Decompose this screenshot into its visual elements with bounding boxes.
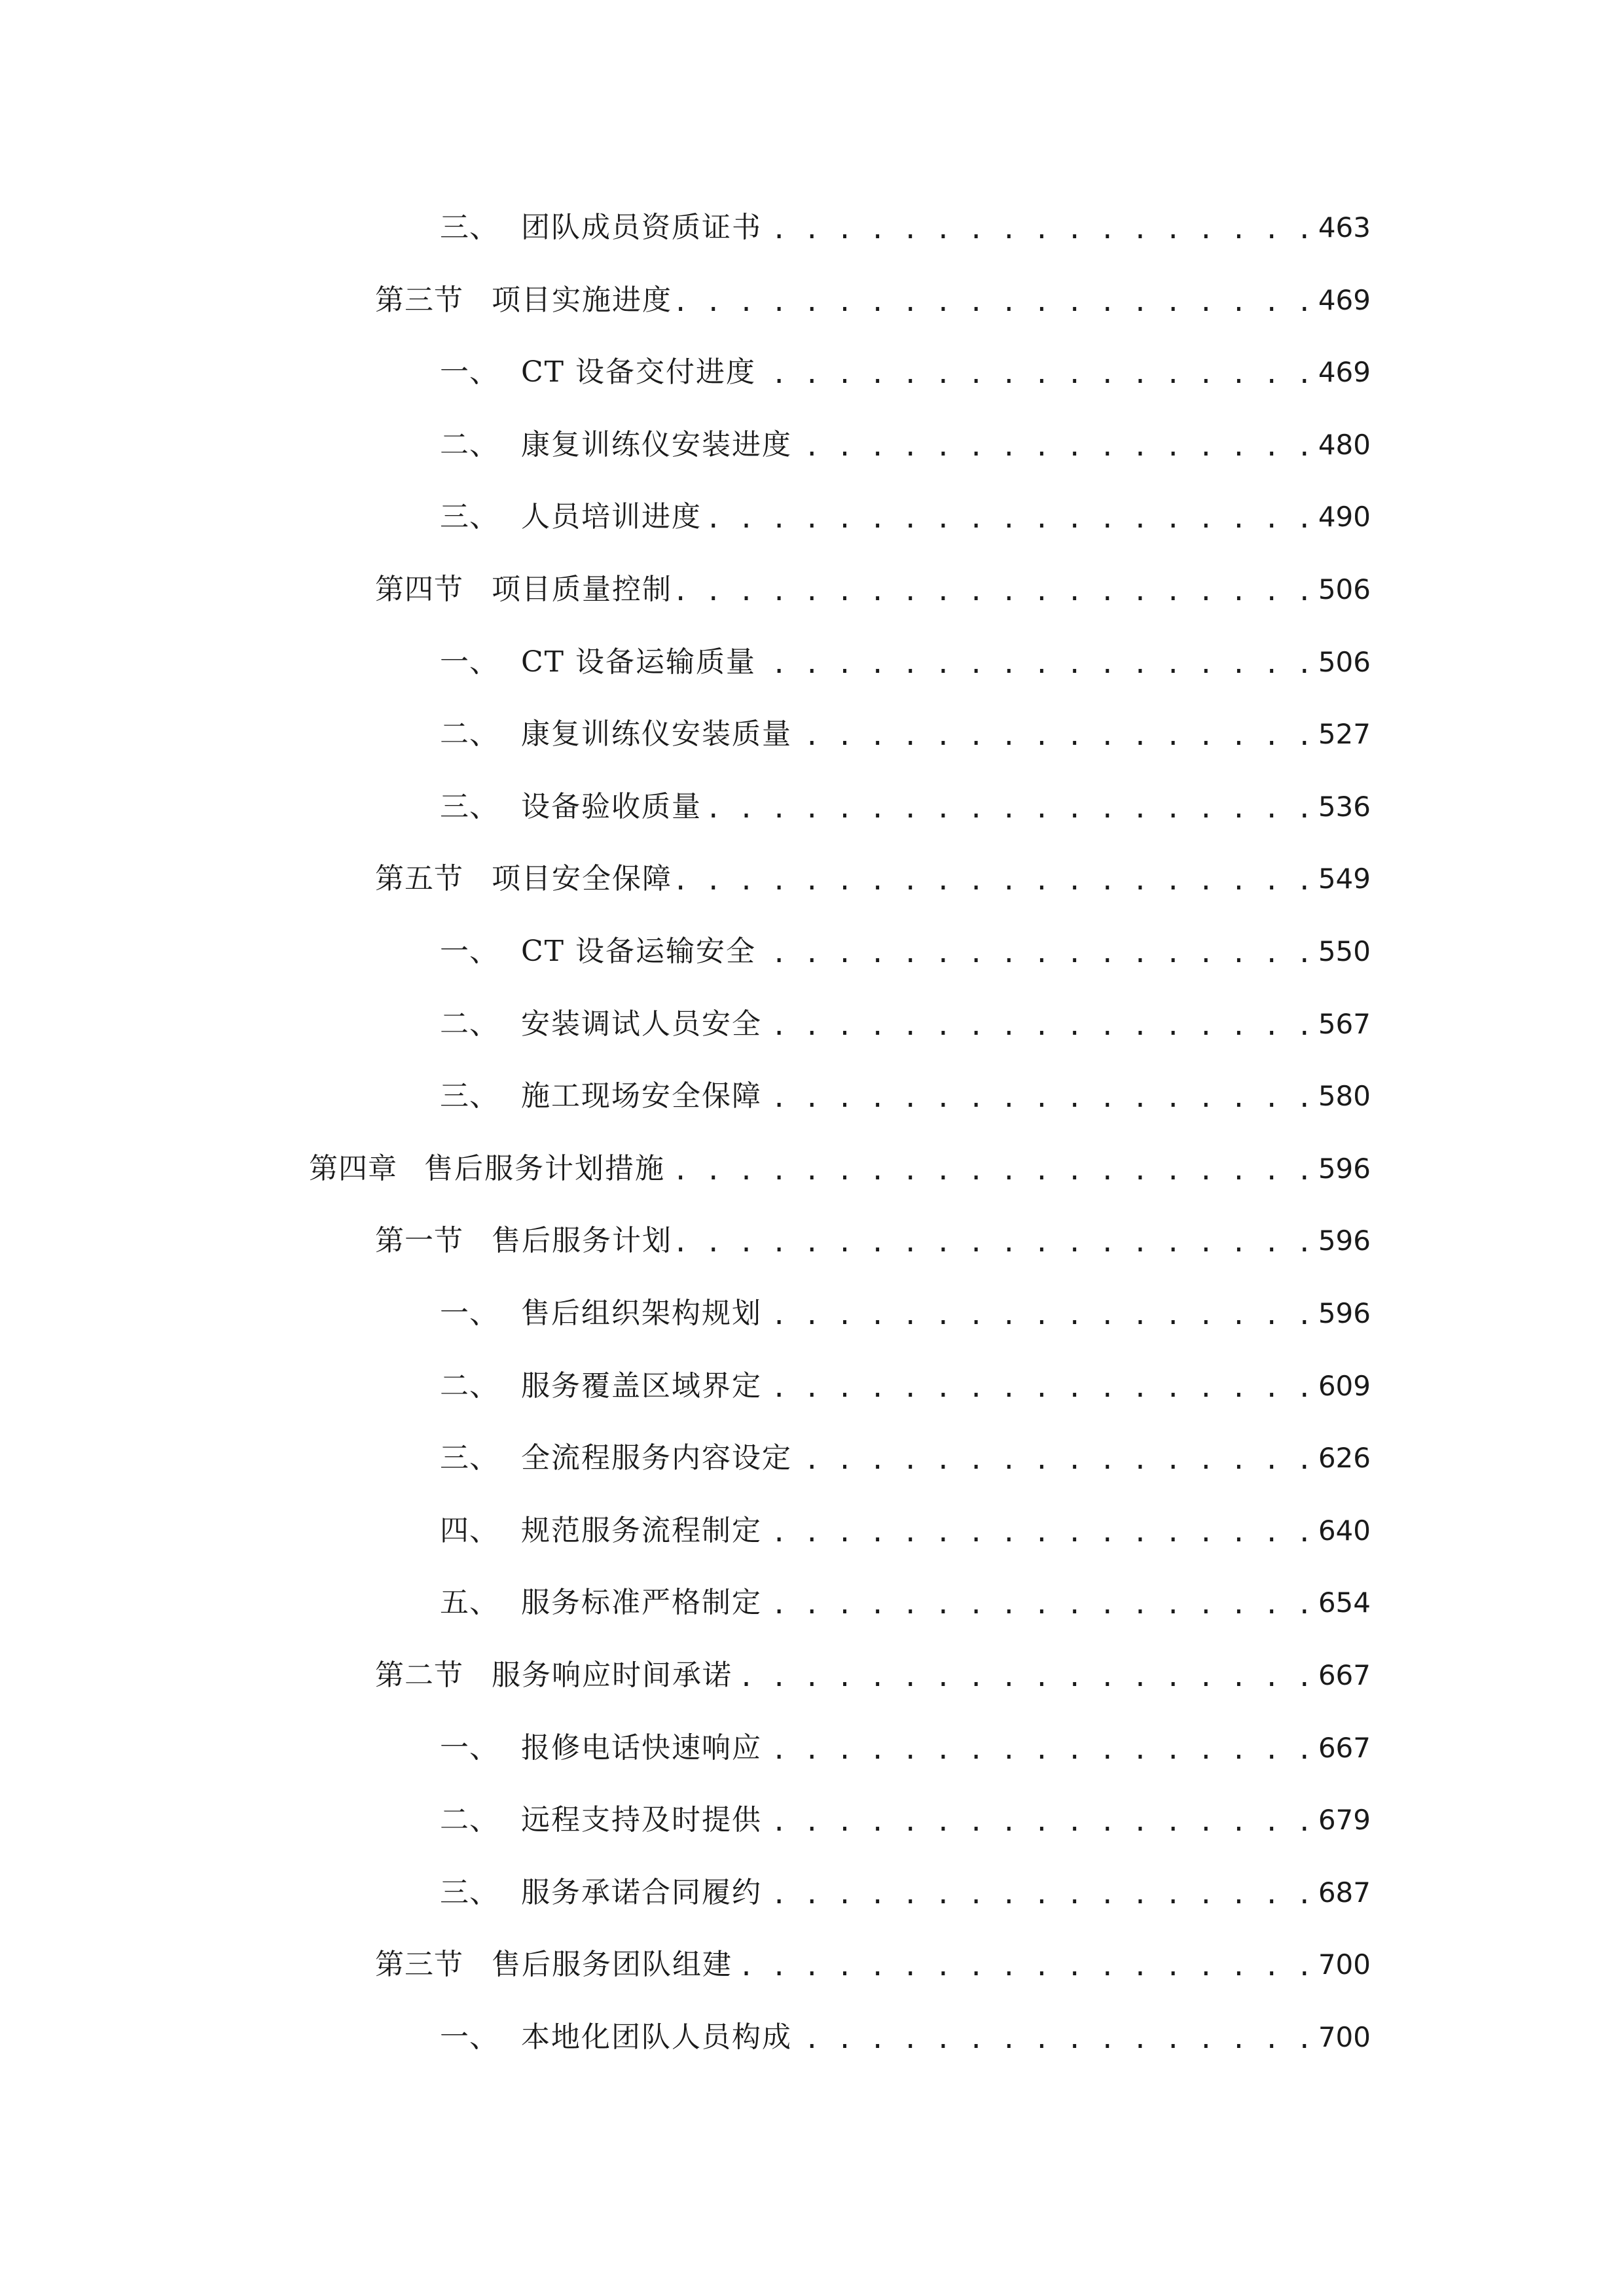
toc-dot-leader xyxy=(799,2011,1313,2064)
toc-dot-leader xyxy=(679,274,1313,327)
toc-entry[interactable] xyxy=(440,419,1371,471)
toc-dot-leader xyxy=(768,1577,1313,1629)
toc-entry-number: 五、 xyxy=(440,1586,499,1619)
toc-entry-number: 二、 xyxy=(440,1803,499,1837)
toc-entry-number: 一、 xyxy=(440,1731,499,1765)
toc-dot-leader xyxy=(679,1215,1313,1267)
toc-entry-number: 第三节 xyxy=(375,283,463,317)
toc-dot-leader xyxy=(763,925,1313,978)
toc-page-number: 580 xyxy=(1318,1080,1371,1112)
toc-page-number: 596 xyxy=(1318,1153,1371,1185)
toc-entry-title: 报修电话快速响应 xyxy=(521,1731,762,1765)
toc-entry-number: 一、 xyxy=(440,355,499,389)
toc-entry-number: 三、 xyxy=(440,790,499,823)
toc-dot-leader xyxy=(768,1287,1313,1340)
toc-entry[interactable] xyxy=(375,1215,1371,1267)
toc-page-number: 596 xyxy=(1318,1297,1371,1329)
toc-entry-number: 二、 xyxy=(440,1369,499,1403)
toc-entry[interactable] xyxy=(440,708,1371,761)
toc-entry-title: 售后服务计划 xyxy=(492,1224,672,1257)
toc-entry-title: 售后服务团队组建 xyxy=(492,1948,732,1981)
toc-entry[interactable] xyxy=(375,1649,1371,1702)
toc-entry-number: 三、 xyxy=(440,500,499,533)
toc-entry-number: 二、 xyxy=(440,1007,499,1041)
toc-page-number: 700 xyxy=(1318,2021,1371,2053)
toc-entry-number: 一、 xyxy=(440,935,499,968)
toc-entry-title: 施工现场安全保障 xyxy=(521,1079,762,1113)
toc-page-number: 463 xyxy=(1318,211,1371,243)
toc-entry-title: 服务响应时间承诺 xyxy=(492,1659,732,1692)
toc-entry-number: 二、 xyxy=(440,717,499,751)
toc-entry-title: 团队成员资质证书 xyxy=(521,211,762,244)
toc-entry-title: CT 设备交付进度 xyxy=(521,355,756,389)
toc-page-number: 567 xyxy=(1318,1008,1371,1040)
toc-dot-leader xyxy=(799,1432,1313,1484)
toc-dot-leader xyxy=(799,419,1313,471)
toc-page-number: 536 xyxy=(1318,791,1371,823)
toc-entry-title: 服务承诺合同履约 xyxy=(521,1876,762,1909)
toc-entry-number: 三、 xyxy=(440,1441,499,1475)
toc-entry-title: 服务覆盖区域界定 xyxy=(521,1369,762,1403)
toc-entry[interactable] xyxy=(440,202,1371,254)
toc-dot-leader xyxy=(768,1722,1313,1774)
toc-entry[interactable] xyxy=(375,564,1371,616)
toc-dot-leader xyxy=(768,998,1313,1050)
toc-entry-title: 售后服务计划措施 xyxy=(424,1152,665,1185)
toc-entry-title: 项目质量控制 xyxy=(492,573,672,606)
toc-entry[interactable] xyxy=(440,1577,1371,1629)
toc-entry[interactable] xyxy=(440,925,1371,978)
toc-page-number: 640 xyxy=(1318,1515,1371,1547)
toc-dot-leader xyxy=(768,1070,1313,1122)
toc-entry-title: 远程支持及时提供 xyxy=(521,1803,762,1837)
toc-entry[interactable] xyxy=(375,1939,1371,1991)
toc-page-number: 667 xyxy=(1318,1732,1371,1764)
toc-entry-number: 二、 xyxy=(440,428,499,461)
toc-dot-leader xyxy=(768,1867,1313,1919)
toc-page-number: 480 xyxy=(1318,429,1371,461)
toc-entry[interactable] xyxy=(309,1143,1371,1195)
toc-entry-number: 一、 xyxy=(440,645,499,679)
toc-entry-number: 三、 xyxy=(440,1876,499,1909)
toc-entry[interactable] xyxy=(375,853,1371,905)
toc-entry-number: 一、 xyxy=(440,1297,499,1330)
toc-entry[interactable] xyxy=(440,1287,1371,1340)
toc-page-number: 550 xyxy=(1318,935,1371,967)
toc-dot-leader xyxy=(768,1360,1313,1412)
toc-entry-number: 三、 xyxy=(440,211,499,244)
toc-entry[interactable] xyxy=(440,346,1371,399)
toc-entry[interactable] xyxy=(440,1432,1371,1484)
toc-page-number: 549 xyxy=(1318,863,1371,895)
toc-entry[interactable] xyxy=(440,1794,1371,1846)
toc-entry-title: CT 设备运输质量 xyxy=(521,645,756,679)
toc-page-number: 490 xyxy=(1318,501,1371,533)
toc-page-number: 469 xyxy=(1318,356,1371,388)
toc-entry-number: 第四章 xyxy=(309,1152,397,1185)
toc-page-number: 626 xyxy=(1318,1442,1371,1474)
toc-entry-number: 第三节 xyxy=(375,1948,463,1981)
toc-dot-leader xyxy=(672,1143,1313,1195)
toc-entry-number: 第五节 xyxy=(375,862,463,895)
toc-dot-leader xyxy=(799,708,1313,761)
toc-page-number: 506 xyxy=(1318,646,1371,678)
toc-entry[interactable] xyxy=(440,781,1371,833)
toc-dot-leader xyxy=(679,564,1313,616)
toc-page-number: 667 xyxy=(1318,1659,1371,1691)
toc-entry[interactable] xyxy=(440,1360,1371,1412)
toc-entry-title: 全流程服务内容设定 xyxy=(521,1441,792,1475)
toc-dot-leader xyxy=(708,781,1313,833)
toc-dot-leader xyxy=(739,1939,1313,1991)
toc-entry-title: CT 设备运输安全 xyxy=(521,935,756,968)
toc-entry-number: 第一节 xyxy=(375,1224,463,1257)
toc-entry-title: 售后组织架构规划 xyxy=(521,1297,762,1330)
toc-entry-number: 第二节 xyxy=(375,1659,463,1692)
toc-entry-title: 康复训练仪安装质量 xyxy=(521,717,792,751)
toc-entry-number: 一、 xyxy=(440,2020,499,2054)
toc-dot-leader xyxy=(768,1505,1313,1557)
toc-page-number: 527 xyxy=(1318,718,1371,750)
toc-entry-title: 人员培训进度 xyxy=(521,500,702,533)
toc-entry[interactable] xyxy=(440,491,1371,543)
toc-entry-title: 安装调试人员安全 xyxy=(521,1007,762,1041)
toc-entry[interactable] xyxy=(440,998,1371,1050)
toc-page-number: 596 xyxy=(1318,1225,1371,1257)
toc-entry[interactable] xyxy=(440,1867,1371,1919)
toc-entry[interactable] xyxy=(440,2011,1371,2064)
toc-entry-number: 四、 xyxy=(440,1514,499,1547)
toc-entry[interactable] xyxy=(440,1722,1371,1774)
toc-entry-title: 项目安全保障 xyxy=(492,862,672,895)
toc-dot-leader xyxy=(768,202,1313,254)
toc-page-number: 469 xyxy=(1318,284,1371,316)
toc-entry-number: 第四节 xyxy=(375,573,463,606)
toc-dot-leader xyxy=(763,636,1313,689)
toc-entry[interactable] xyxy=(440,1505,1371,1557)
toc-entry-number: 三、 xyxy=(440,1079,499,1113)
toc-page-number: 679 xyxy=(1318,1804,1371,1836)
toc-entry-title: 项目实施进度 xyxy=(492,283,672,317)
toc-page-number: 700 xyxy=(1318,1948,1371,1981)
toc-dot-leader xyxy=(763,346,1313,399)
toc-dot-leader xyxy=(739,1649,1313,1702)
toc-entry-title: 服务标准严格制定 xyxy=(521,1586,762,1619)
toc-entry-title: 规范服务流程制定 xyxy=(521,1514,762,1547)
toc-entry[interactable] xyxy=(375,274,1371,327)
toc-page-number: 654 xyxy=(1318,1587,1371,1619)
toc-dot-leader xyxy=(768,1794,1313,1846)
toc-entry-title: 本地化团队人员构成 xyxy=(521,2020,792,2054)
toc-entry[interactable] xyxy=(440,636,1371,689)
toc-page-number: 506 xyxy=(1318,573,1371,605)
toc-dot-leader xyxy=(708,491,1313,543)
toc-page-number: 609 xyxy=(1318,1370,1371,1402)
toc-page-number: 687 xyxy=(1318,1876,1371,1909)
toc-entry[interactable] xyxy=(440,1070,1371,1122)
toc-entry-title: 康复训练仪安装进度 xyxy=(521,428,792,461)
toc-dot-leader xyxy=(679,853,1313,905)
toc-entry-title: 设备验收质量 xyxy=(521,790,702,823)
